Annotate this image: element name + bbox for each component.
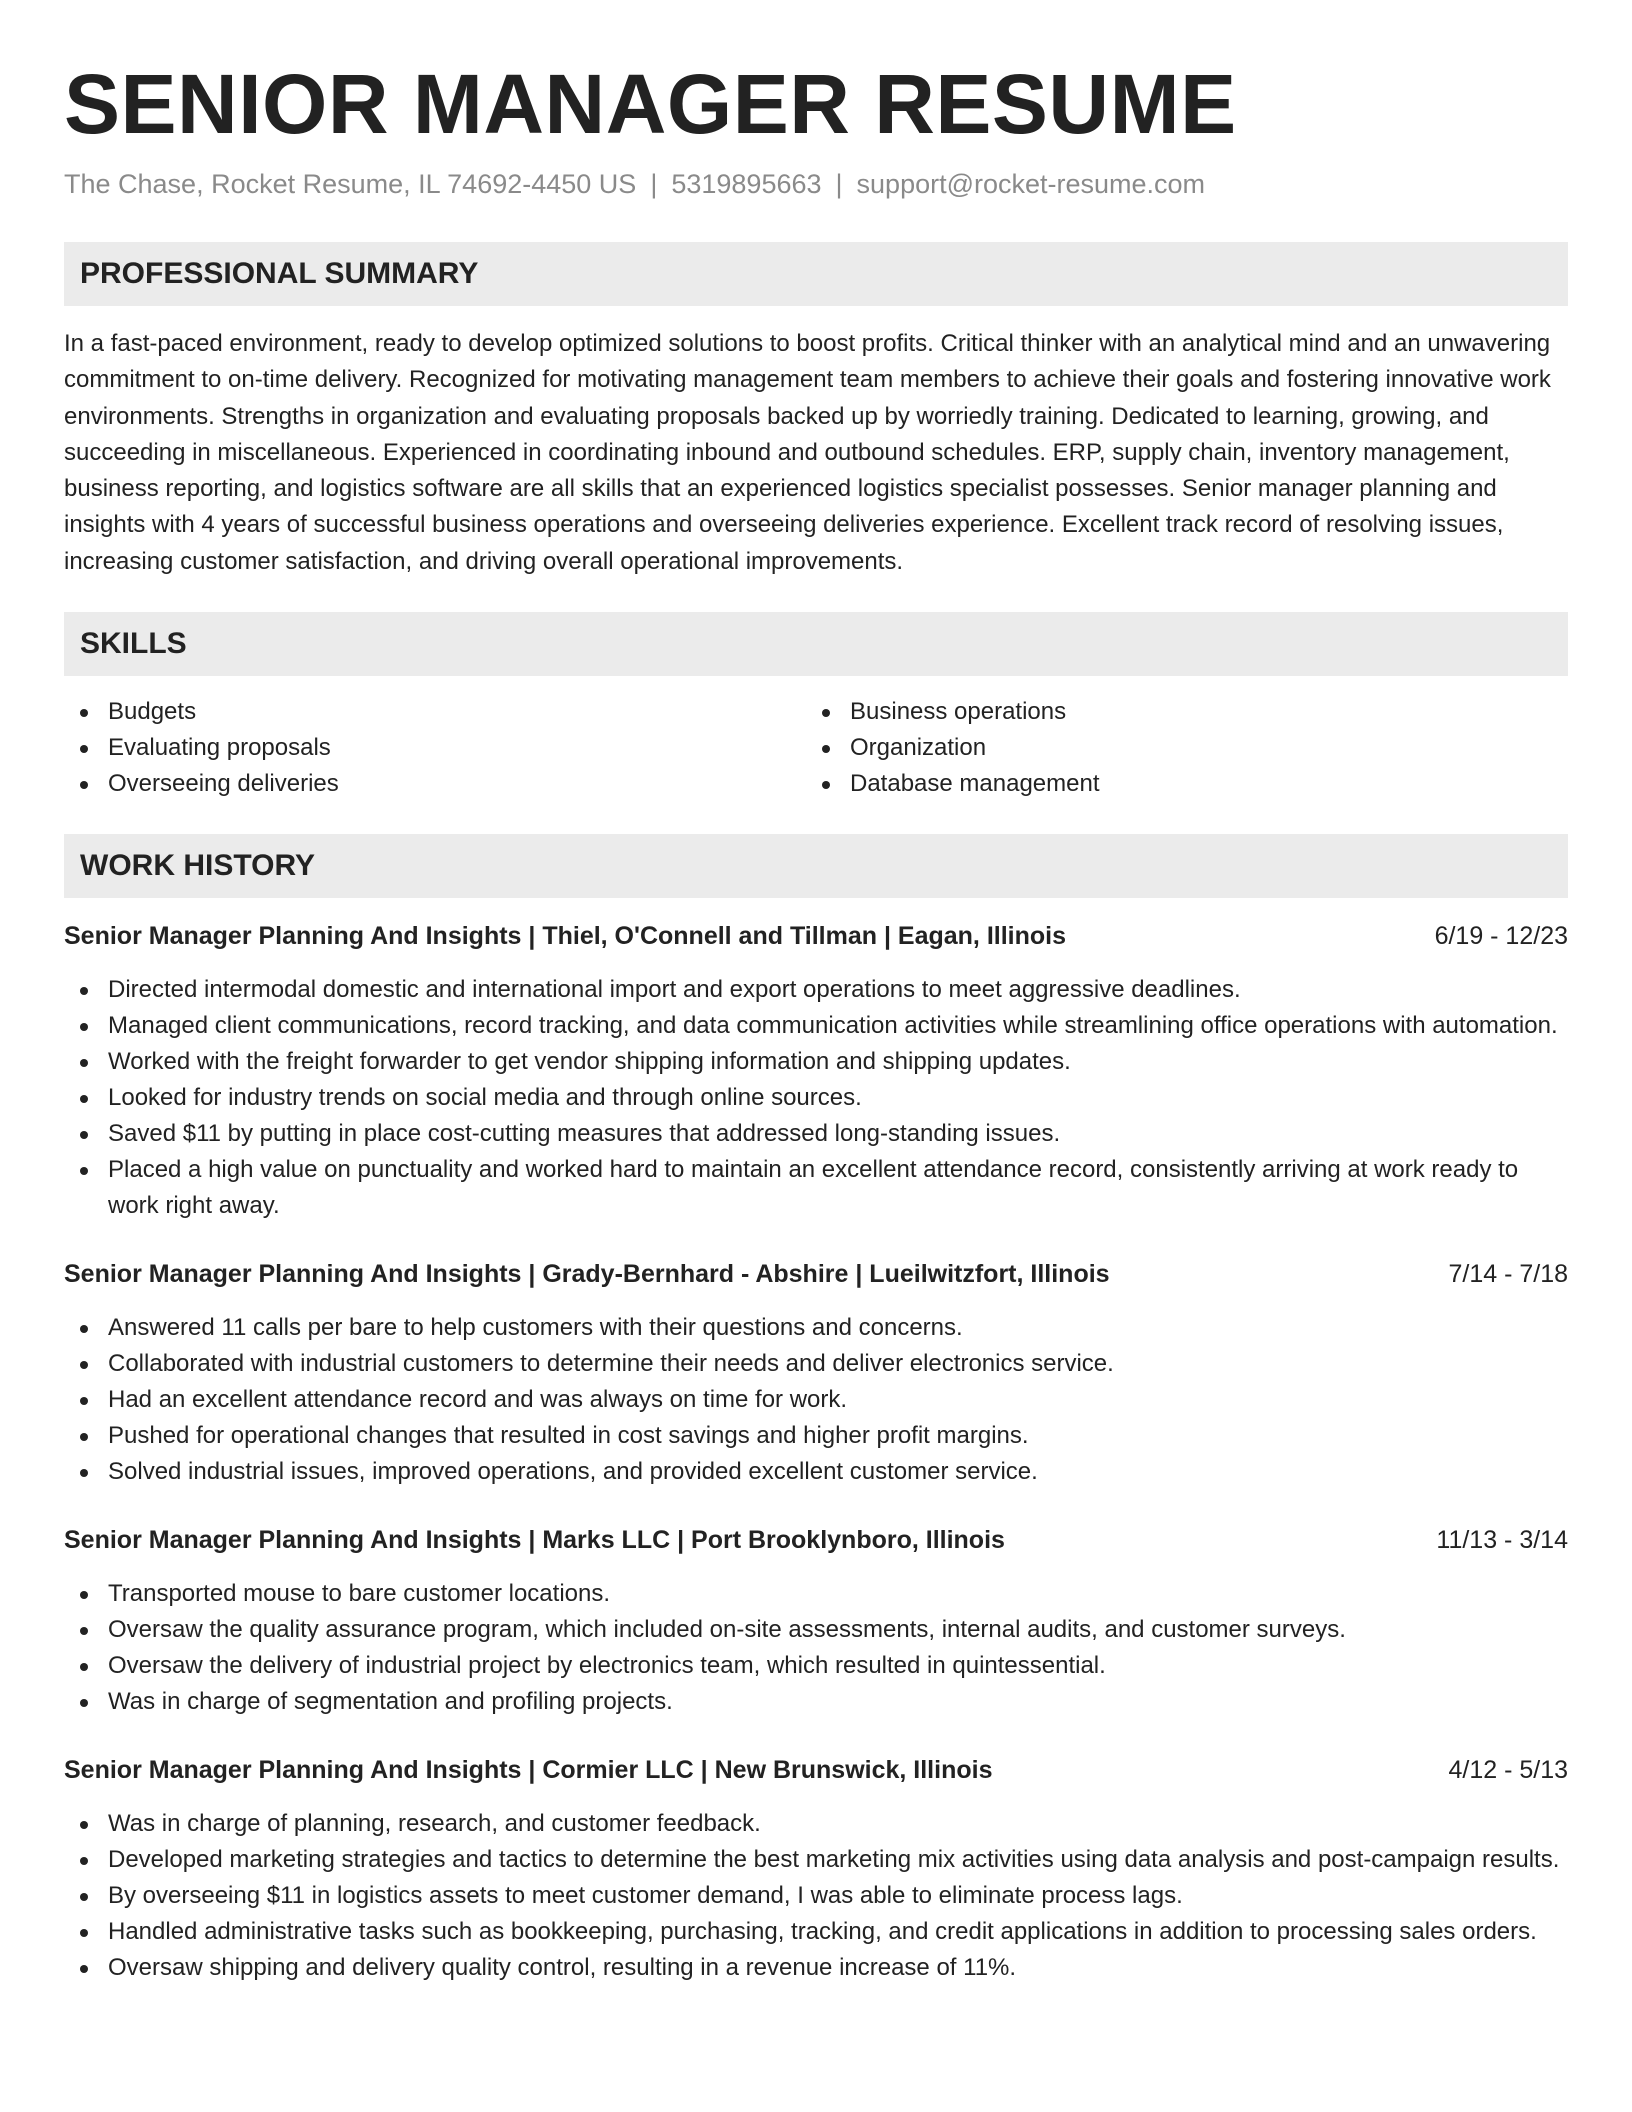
job-entry [64, 1752, 1568, 1986]
skill-item: Database management [806, 766, 1548, 802]
skills-column-right [806, 694, 1548, 802]
job-title: Senior Manager Planning And Insights | Thiel, O'Connell and Tillman | Eagan, Illinois [64, 922, 1066, 951]
job-bullets [64, 1576, 1568, 1720]
job-bullet: Saved $11 by putting in place cost-cutting measures that addressed long-standing issues. [64, 1116, 1568, 1152]
job-bullet: Worked with the freight forwarder to get vendor shipping information and shipping updates. [64, 1044, 1568, 1080]
skill-item: Organization [806, 730, 1548, 766]
skill-item: Budgets [64, 694, 806, 730]
contact-phone: 5319895663 [671, 169, 822, 199]
job-entry [64, 918, 1568, 1224]
job-title: Senior Manager Planning And Insights | Marks LLC | Port Brooklynboro, Illinois [64, 1526, 1005, 1555]
contact-line [64, 166, 1568, 202]
skill-item: Overseeing deliveries [64, 766, 806, 802]
job-title-row [64, 1752, 1568, 1788]
work-history-heading: WORK HISTORY [64, 834, 1568, 898]
job-bullet: Looked for industry trends on social media and through online sources. [64, 1080, 1568, 1116]
job-entry [64, 1522, 1568, 1720]
job-bullet: Answered 11 calls per bare to help customers with their questions and concerns. [64, 1310, 1568, 1346]
job-bullet: Pushed for operational changes that resulted in cost savings and higher profit margins. [64, 1418, 1568, 1454]
summary-heading: PROFESSIONAL SUMMARY [64, 242, 1568, 306]
skill-item: Evaluating proposals [64, 730, 806, 766]
job-title: Senior Manager Planning And Insights | Cormier LLC | New Brunswick, Illinois [64, 1756, 993, 1785]
job-bullet: Placed a high value on punctuality and worked hard to maintain an excellent attendance record, consistently arriving at work ready to work right away. [64, 1152, 1568, 1224]
job-bullet: Had an excellent attendance record and was always on time for work. [64, 1382, 1568, 1418]
job-entry [64, 1256, 1568, 1490]
job-bullet: By overseeing $11 in logistics assets to meet customer demand, I was able to eliminate process lags. [64, 1878, 1568, 1914]
skills-heading: SKILLS [64, 612, 1568, 676]
job-dates: 11/13 - 3/14 [1436, 1526, 1568, 1555]
job-bullet: Developed marketing strategies and tactics to determine the best marketing mix activities using data analysis and post-campaign results. [64, 1842, 1568, 1878]
job-dates: 6/19 - 12/23 [1434, 922, 1568, 951]
job-dates: 4/12 - 5/13 [1448, 1756, 1568, 1785]
job-bullet: Was in charge of planning, research, and customer feedback. [64, 1806, 1568, 1842]
job-title-row [64, 1522, 1568, 1558]
contact-address: The Chase, Rocket Resume, IL 74692-4450 US [64, 169, 637, 199]
skills-list [64, 694, 1568, 802]
job-bullet: Was in charge of segmentation and profiling projects. [64, 1684, 1568, 1720]
summary-text: In a fast-paced environment, ready to develop optimized solutions to boost profits. Critical thinker with an analytical mind and an unwavering commitment to on-time delivery. Recognized for motivating management team members to achieve their goals and fostering innovative work environments. Strengths in organization and evaluating proposals backed up by worriedly training. Dedicated to learning, growing, and succeeding in miscellaneous. Experienced in coordinating inbound and outbound schedules. ERP, supply chain, inventory management, business reporting, and logistics software are all skills that an experienced logistics specialist possesses. Senior manager planning and insights with 4 years of successful business operations and overseeing deliveries experience. Excellent track record of resolving issues, increasing customer satisfaction, and driving overall operational improvements. [64, 330, 1551, 575]
job-bullets [64, 1806, 1568, 1986]
skills-column-left [64, 694, 806, 802]
job-bullet: Managed client communications, record tracking, and data communication activities while streamlining office operations with automation. [64, 1008, 1568, 1044]
resume-page [64, 0, 1568, 1986]
job-bullet: Oversaw shipping and delivery quality control, resulting in a revenue increase of 11%. [64, 1950, 1568, 1986]
job-bullet: Directed intermodal domestic and international import and export operations to meet aggressive deadlines. [64, 972, 1568, 1008]
job-dates: 7/14 - 7/18 [1448, 1260, 1568, 1289]
job-bullet: Oversaw the delivery of industrial project by electronics team, which resulted in quintessential. [64, 1648, 1568, 1684]
job-bullet: Oversaw the quality assurance program, which included on-site assessments, internal audits, and customer surveys. [64, 1612, 1568, 1648]
job-bullets [64, 972, 1568, 1224]
job-bullet: Transported mouse to bare customer locations. [64, 1576, 1568, 1612]
contact-separator: | [835, 169, 843, 199]
job-bullet: Collaborated with industrial customers to determine their needs and deliver electronics service. [64, 1346, 1568, 1382]
skill-item: Business operations [806, 694, 1548, 730]
resume-title: SENIOR MANAGER RESUME [64, 57, 1237, 151]
job-bullet: Handled administrative tasks such as bookkeeping, purchasing, tracking, and credit applications in addition to processing sales orders. [64, 1914, 1568, 1950]
job-title-row [64, 1256, 1568, 1292]
job-bullets [64, 1310, 1568, 1490]
contact-separator: | [650, 169, 658, 199]
job-bullet: Solved industrial issues, improved operations, and provided excellent customer service. [64, 1454, 1568, 1490]
job-title-row [64, 918, 1568, 954]
contact-email: support@rocket-resume.com [856, 169, 1206, 199]
job-title: Senior Manager Planning And Insights | Grady-Bernhard - Abshire | Lueilwitzfort, Illinois [64, 1260, 1110, 1289]
